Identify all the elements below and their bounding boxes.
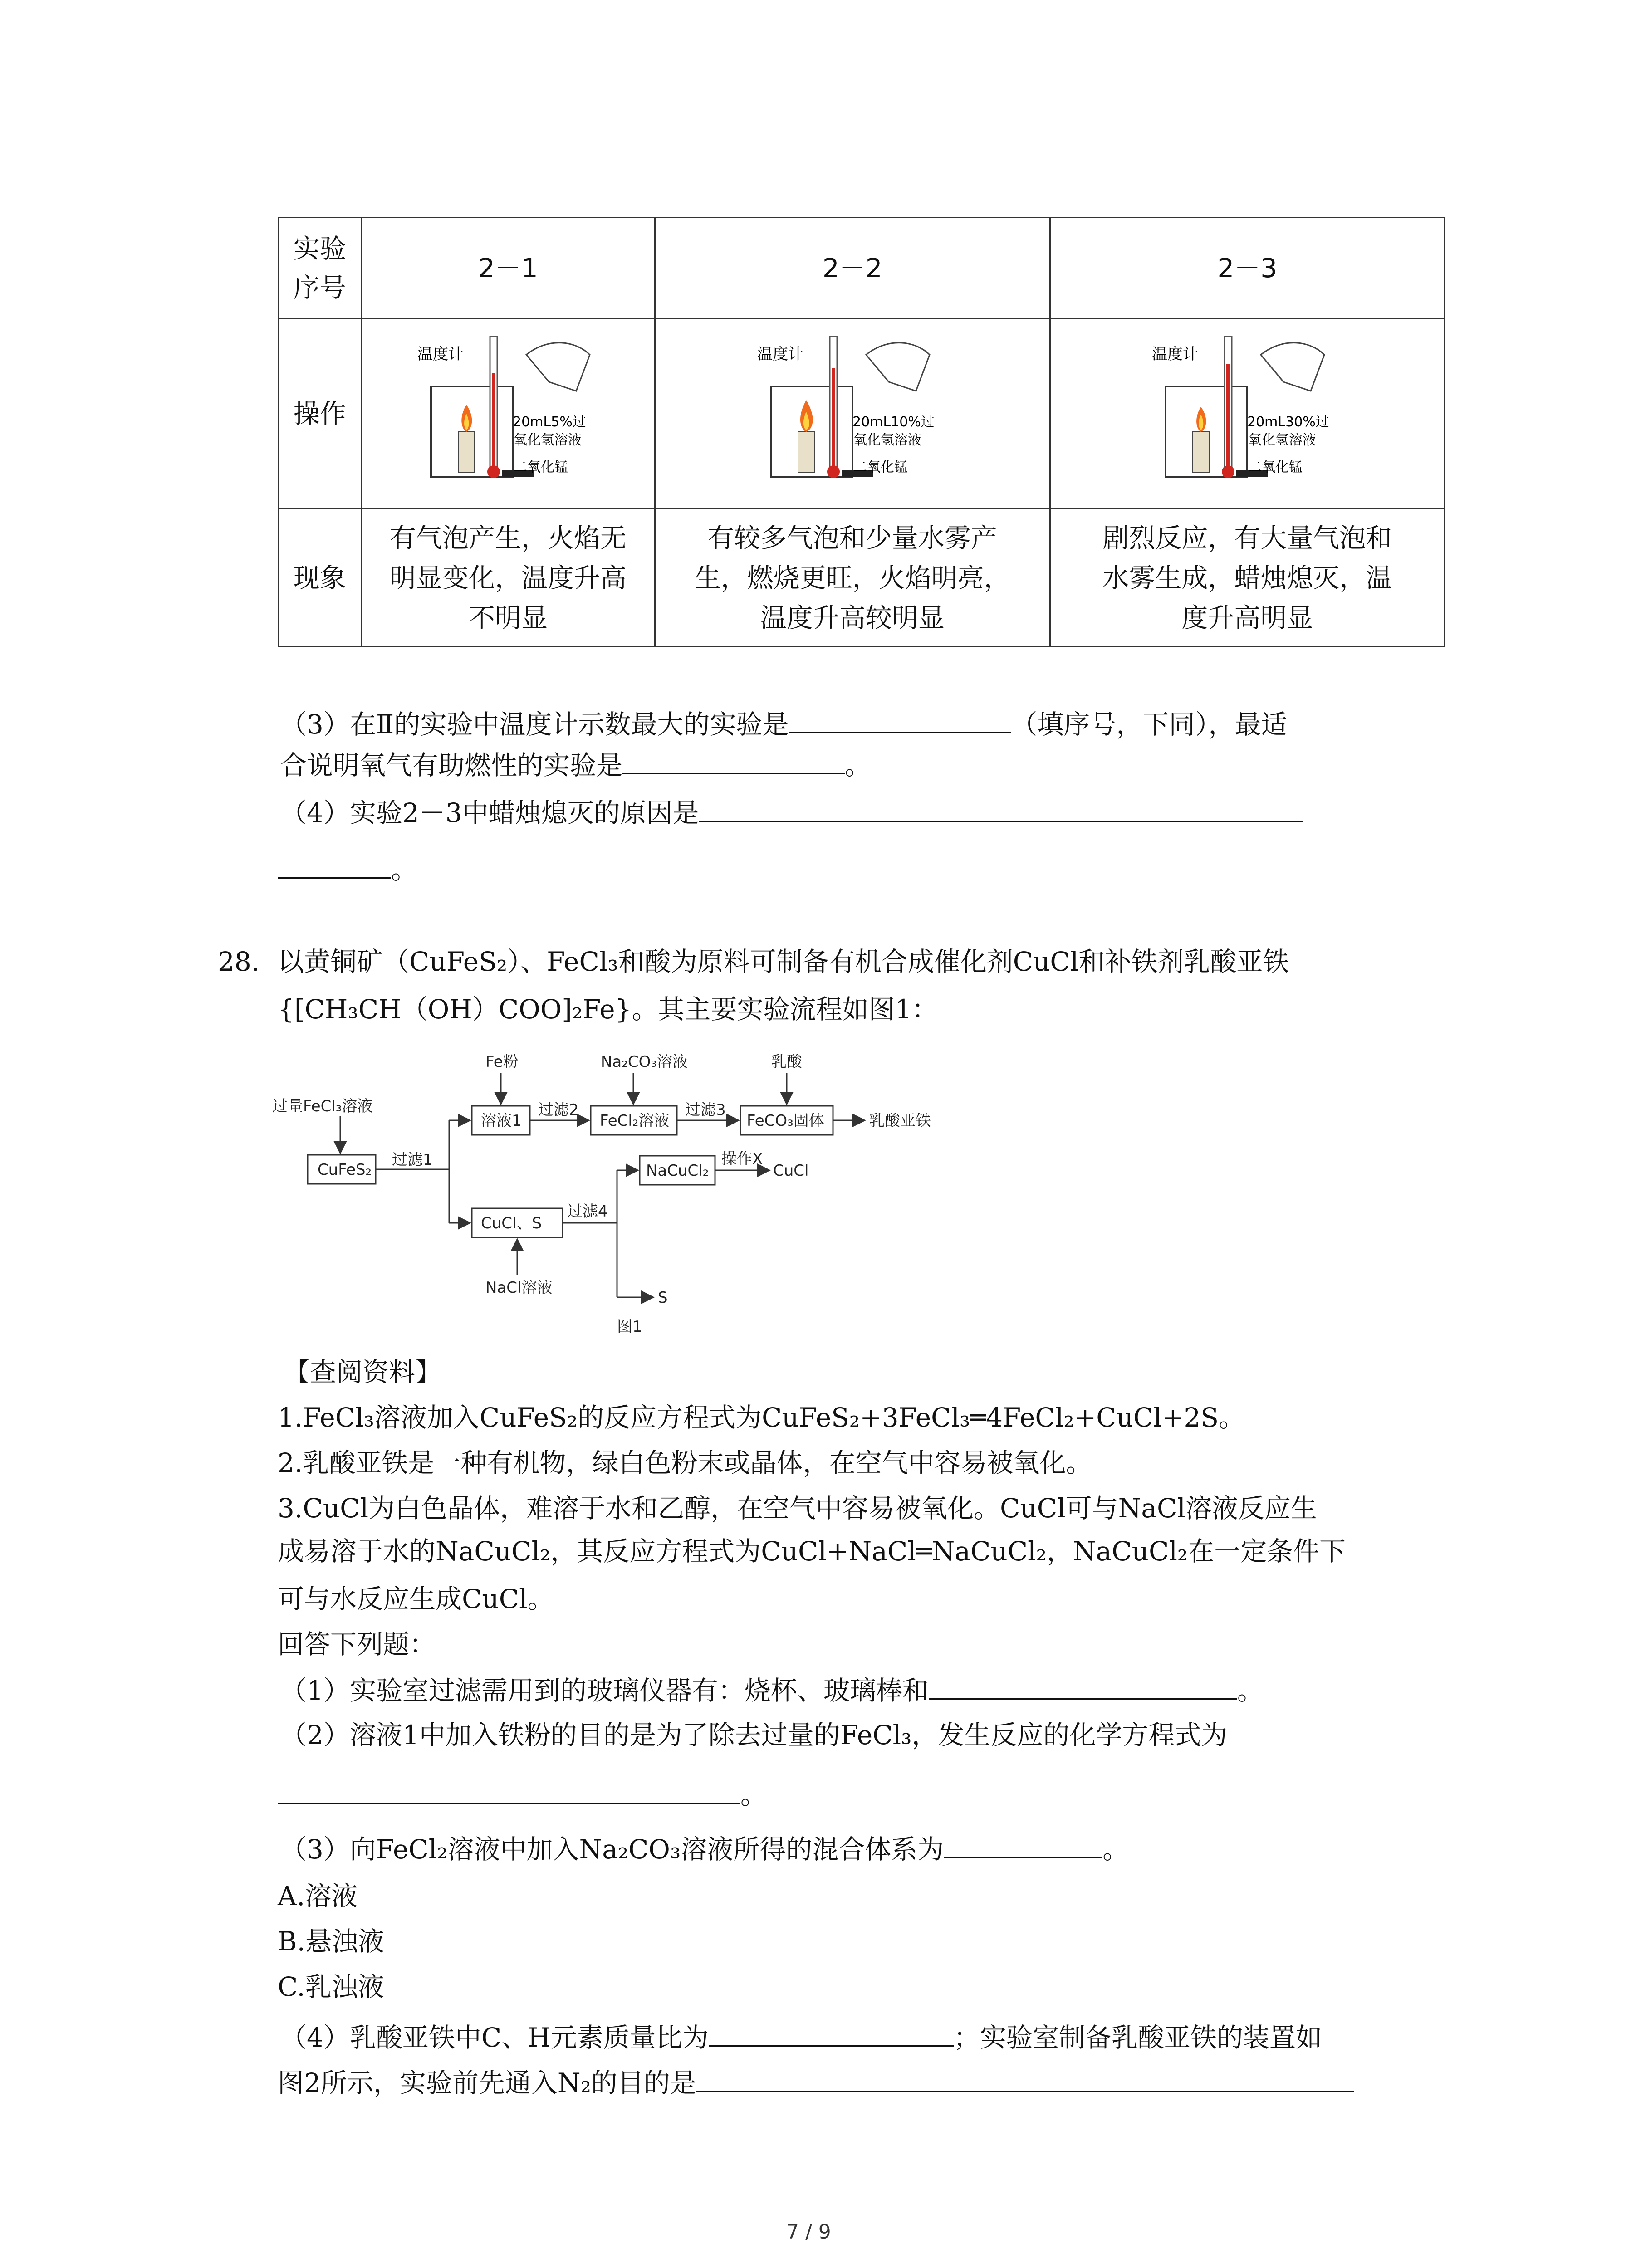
apparatus-cell-1	[361, 318, 655, 509]
liquid-label-1b: 氧化氢溶液	[513, 432, 582, 448]
flow-solution1-label: 溶液1	[481, 1112, 522, 1130]
apparatus-diagram-3	[1147, 327, 1347, 500]
sq3-line	[280, 1833, 1129, 1865]
phenomenon-cell-2	[655, 509, 1050, 647]
sq4-line-2	[278, 2066, 1354, 2099]
answer-prompt: 回答下列题：	[278, 1629, 436, 1660]
q3-text-2: （填序号，下同），最适	[1011, 709, 1288, 740]
phenomenon-2-line-2: 生，燃烧更旺，火焰明亮，	[694, 562, 1010, 593]
solid-label-2: 二氧化锰	[853, 459, 908, 475]
sq3-answer-blank[interactable]	[944, 1833, 1102, 1858]
info-line-2: 2.乳酸亚铁是一种有机物，绿白色粉末或晶体，在空气中容易被氧化。	[278, 1447, 1092, 1478]
flow-product-label: 乳酸亚铁	[869, 1112, 931, 1130]
q4-answer-blank-1[interactable]	[699, 796, 1303, 822]
q4-line-1	[280, 796, 1303, 829]
table-row-operation	[279, 318, 1445, 509]
sq3-end: 。	[1102, 1834, 1129, 1865]
header-cell-2-1: 2－1	[361, 218, 655, 318]
flow-filter3-label: 过滤3	[685, 1101, 726, 1119]
info-line-3b: 成易溶于水的NaCuCl₂，其反应方程式为CuCl+NaCl═NaCuCl₂，NaCuCl₂在一定条件下	[278, 1536, 1346, 1567]
sq4-text-1: （4）乳酸亚铁中C、H元素质量比为	[280, 2022, 709, 2053]
info-title: 【查阅资料】	[284, 1357, 442, 1388]
q4-end: 。	[391, 854, 418, 885]
flow-filter1-label: 过滤1	[392, 1151, 433, 1169]
sq4-line-1	[280, 2021, 1322, 2053]
phenomenon-3-line-1: 剧烈反应，有大量气泡和	[1102, 522, 1392, 553]
flow-feco3-label: FeCO₃固体	[747, 1112, 824, 1130]
apparatus-diagram-2	[753, 327, 952, 500]
thermometer-label-1: 温度计	[417, 345, 464, 363]
flow-nacl-label: NaCl溶液	[485, 1279, 553, 1297]
phenomenon-1-line-1: 有气泡产生，火焰无	[389, 522, 627, 553]
q28-number: 28.	[218, 946, 260, 977]
sq4-text-2: ；实验室制备乳酸亚铁的装置如	[953, 2022, 1322, 2053]
sq2-answer-blank[interactable]	[278, 1778, 740, 1804]
info-line-3c: 可与水反应生成CuCl。	[278, 1584, 554, 1614]
phenomenon-2-line-1: 有较多气泡和少量水雾产	[707, 522, 997, 553]
experiment-table	[278, 217, 1445, 647]
flow-figure-caption: 图1	[617, 1318, 642, 1336]
flow-fecl2-label: FeCl₂溶液	[600, 1112, 670, 1130]
liquid-label-3a: 20mL30%过	[1247, 414, 1330, 430]
sq4-answer-blank-1[interactable]	[709, 2021, 954, 2047]
q3-text-4: 。	[845, 750, 872, 781]
q3-answer-blank-2[interactable]	[622, 748, 845, 774]
phenomenon-cell-3	[1050, 509, 1445, 647]
sq2-answer-line	[278, 1778, 767, 1811]
q4-line-2	[278, 853, 417, 885]
solid-label-1: 二氧化锰	[513, 459, 568, 475]
info-line-3a: 3.CuCl为白色晶体，难溶于水和乙醇，在空气中容易被氧化。CuCl可与NaCl溶液反应生	[278, 1493, 1317, 1524]
page-number: 7 / 9	[786, 2220, 831, 2244]
thermometer-label-3: 温度计	[1152, 345, 1199, 363]
table-header-row	[279, 218, 1445, 318]
header-cell-2-2: 2－2	[655, 218, 1050, 318]
phenomenon-cell-1	[361, 509, 655, 647]
q28-intro-line-1: 以黄铜矿（CuFeS₂）、FeCl₃和酸为原料可制备有机合成催化剂CuCl和补铁剂乳酸亚铁	[278, 946, 1289, 977]
sq1-answer-blank[interactable]	[929, 1674, 1237, 1700]
solid-label-3: 二氧化锰	[1248, 459, 1303, 475]
flow-fe-powder-label: Fe粉	[485, 1053, 519, 1071]
phenomenon-1-line-2: 明显变化，温度升高	[389, 562, 627, 593]
flow-cucl-label: CuCl	[773, 1162, 809, 1180]
flow-s-label: S	[658, 1289, 668, 1307]
q4-text-1: （4）实验2－3中蜡烛熄灭的原因是	[280, 797, 699, 828]
sq3-text: （3）向FeCl₂溶液中加入Na₂CO₃溶液所得的混合体系为	[280, 1834, 944, 1865]
apparatus-cell-3	[1050, 318, 1445, 509]
liquid-label-1a: 20mL5%过	[512, 414, 586, 430]
q3-line-2	[280, 748, 871, 781]
flow-cucl-s-label: CuCl、S	[481, 1214, 542, 1232]
header-cell-seq: 实验 序号	[279, 218, 362, 318]
liquid-label-3b: 氧化氢溶液	[1248, 432, 1317, 448]
phenomenon-1-line-3: 不明显	[468, 602, 548, 633]
sq1-end: 。	[1237, 1675, 1264, 1706]
q3-text-1: （3）在Ⅱ的实验中温度计示数最大的实验是	[280, 709, 789, 740]
info-line-1: 1.FeCl₃溶液加入CuFeS₂的反应方程式为CuFeS₂+3FeCl₃═4FeCl₂+CuCl+2S。	[278, 1402, 1245, 1433]
q3-answer-blank-1[interactable]	[789, 708, 1011, 733]
q28-intro-line-2: {[CH₃CH（OH）COO]₂Fe}。其主要实验流程如图1：	[278, 994, 938, 1025]
phenomenon-3-line-2: 水雾生成，蜡烛熄灭，温	[1102, 562, 1392, 593]
sq1-line	[280, 1674, 1264, 1706]
process-flow-diagram	[272, 1048, 1025, 1338]
sq4-text-3: 图2所示，实验前先通入N₂的目的是	[278, 2068, 696, 2098]
flow-na2co3-label: Na₂CO₃溶液	[601, 1053, 688, 1071]
option-a[interactable]: A.溶液	[278, 1881, 358, 1911]
flow-filter4-label: 过滤4	[567, 1202, 608, 1221]
header-cell-2-3: 2－3	[1050, 218, 1445, 318]
apparatus-cell-2	[655, 318, 1050, 509]
flow-filter2-label: 过滤2	[538, 1101, 579, 1119]
phenomenon-3-line-3: 度升高明显	[1181, 602, 1313, 633]
sq4-answer-blank-2[interactable]	[696, 2066, 1354, 2092]
row-label-operation: 操作	[279, 318, 362, 509]
table-row-phenomenon	[279, 509, 1445, 647]
option-b[interactable]: B.悬浊液	[278, 1926, 385, 1957]
flow-lactic-label: 乳酸	[771, 1053, 802, 1071]
sq2-line: （2）溶液1中加入铁粉的目的是为了除去过量的FeCl₃，发生反应的化学方程式为	[280, 1720, 1228, 1750]
liquid-label-2a: 20mL10%过	[852, 414, 935, 430]
flow-cufes2-label: CuFeS₂	[318, 1161, 372, 1179]
flow-excess-fecl3-label: 过量FeCl₃溶液	[272, 1097, 373, 1115]
sq2-end: 。	[740, 1779, 767, 1810]
option-c[interactable]: C.乳浊液	[278, 1971, 384, 2002]
phenomenon-2-line-3: 温度升高较明显	[760, 602, 945, 633]
flow-nacucl2-label: NaCuCl₂	[646, 1162, 709, 1180]
q4-answer-blank-2[interactable]	[278, 853, 391, 879]
liquid-label-2b: 氧化氢溶液	[853, 432, 921, 448]
sq1-text: （1）实验室过滤需用到的玻璃仪器有：烧杯、玻璃棒和	[280, 1675, 929, 1706]
apparatus-diagram-1	[413, 327, 603, 500]
flow-op-x-label: 操作X	[721, 1150, 763, 1168]
q3-line-1	[280, 708, 1287, 740]
row-label-phenomenon: 现象	[279, 509, 362, 647]
thermometer-label-2: 温度计	[757, 345, 803, 363]
q3-text-3: 合说明氧气有助燃性的实验是	[280, 750, 623, 781]
